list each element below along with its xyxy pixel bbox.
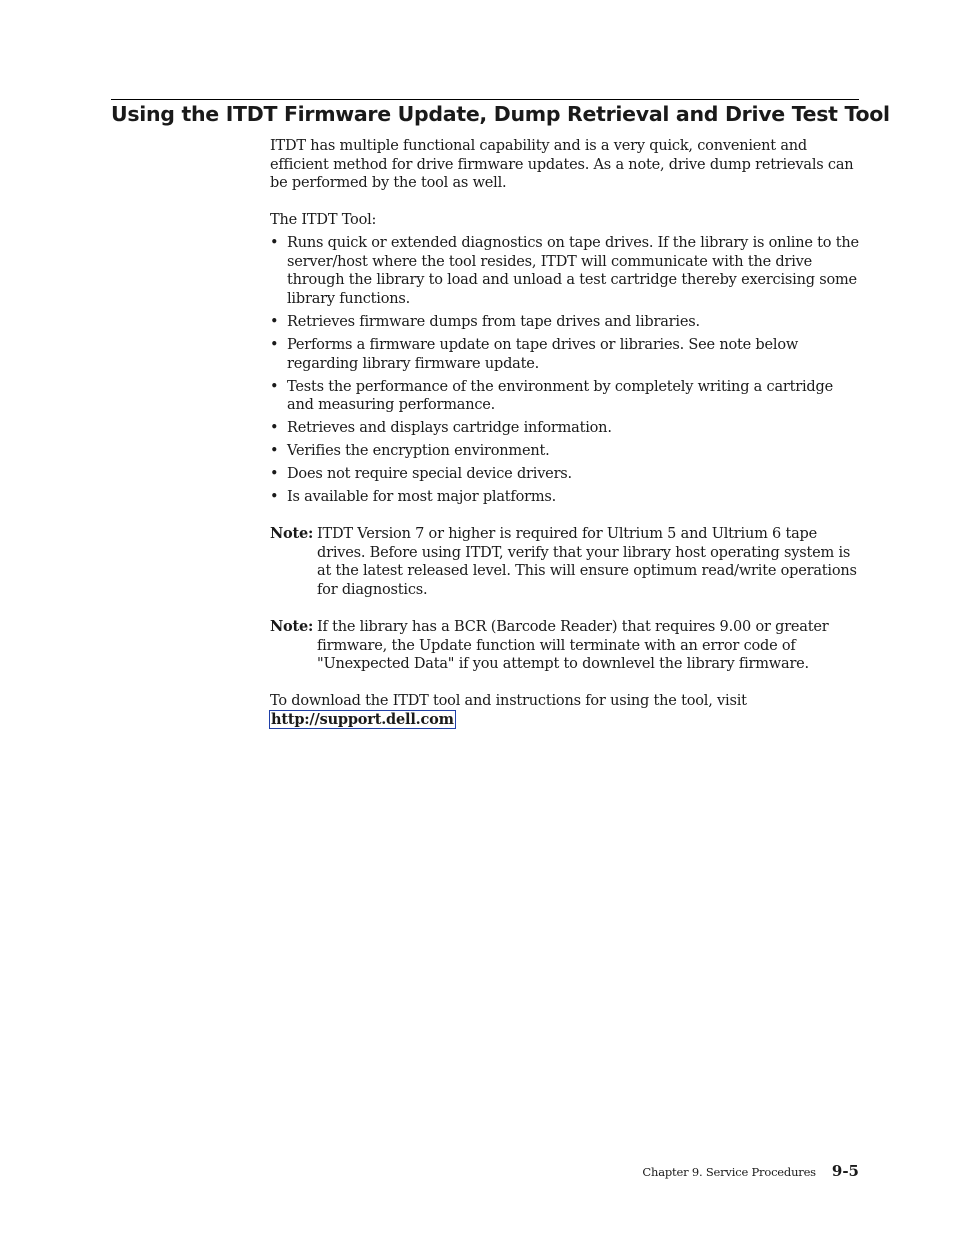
note-version <box>270 525 860 600</box>
intro-paragraph: ITDT has multiple functional capability and is a very quick, convenient and efficient method for drive firmware updates. As a note, drive dump retrievals can be performed by the tool as well. <box>270 138 854 192</box>
bullet-icon: • <box>270 378 279 395</box>
body-content <box>270 137 860 729</box>
bullet-icon: • <box>270 234 279 251</box>
tool-lead-paragraph: The ITDT Tool: <box>270 212 377 229</box>
list-item <box>270 336 860 373</box>
note-text: If the library has a BCR (Barcode Reader) that requires 9.00 or greater firmware, the Update function will terminate with an error code of "Unexpected Data" if you attempt to downlevel the library firmware. <box>317 618 829 673</box>
list-item-text: Retrieves and displays cartridge information. <box>287 420 612 437</box>
note-text: ITDT Version 7 or higher is required for Ultrium 5 and Ultrium 6 tape drives. Before using ITDT, verify that your library host operating system is at the latest released level. This will ensure optimum read/write operations for diagnostics. <box>317 526 857 599</box>
list-item-text: Tests the performance of the environment by completely writing a cartridge and measuring performance. <box>287 378 833 414</box>
list-item-text: Retrieves firmware dumps from tape drives and libraries. <box>287 313 700 330</box>
note-label: Note: <box>270 617 314 635</box>
list-item-text: Runs quick or extended diagnostics on tape drives. If the library is online to the server/host where the tool resides, ITDT will communicate with the drive through the library to load and unload a test cartridge thereby exercising some library functions. <box>287 234 859 307</box>
section-title: Using the ITDT Firmware Update, Dump Retrieval and Drive Test Tool <box>111 102 890 126</box>
download-text: To download the ITDT tool and instructions for using the tool, visit <box>270 692 747 709</box>
list-item-text: Performs a firmware update on tape drives or libraries. See note below regarding library firmware update. <box>287 336 799 372</box>
footer-chapter: Chapter 9. Service Procedures <box>642 1165 816 1179</box>
note-label: Note: <box>270 525 314 543</box>
list-item <box>270 378 860 415</box>
page-footer <box>642 1162 859 1181</box>
download-paragraph <box>270 692 860 729</box>
list-item-text: Is available for most major platforms. <box>287 489 557 506</box>
support-link[interactable]: http://support.dell.com <box>271 710 454 728</box>
list-item <box>270 419 860 438</box>
feature-list <box>270 234 860 507</box>
list-item <box>270 465 860 484</box>
note-bcr <box>270 618 860 674</box>
list-item-text: Verifies the encryption environment. <box>287 443 550 460</box>
bullet-icon: • <box>270 420 279 437</box>
bullet-icon: • <box>270 443 279 460</box>
page-number: 9-5 <box>831 1162 859 1180</box>
list-item <box>270 488 860 507</box>
bullet-icon: • <box>270 313 279 330</box>
bullet-icon: • <box>270 466 279 483</box>
bullet-icon: • <box>270 489 279 506</box>
list-item-text: Does not require special device drivers. <box>287 466 572 483</box>
list-item <box>270 234 860 309</box>
list-item <box>270 313 860 332</box>
bullet-icon: • <box>270 336 279 353</box>
list-item <box>270 442 860 461</box>
